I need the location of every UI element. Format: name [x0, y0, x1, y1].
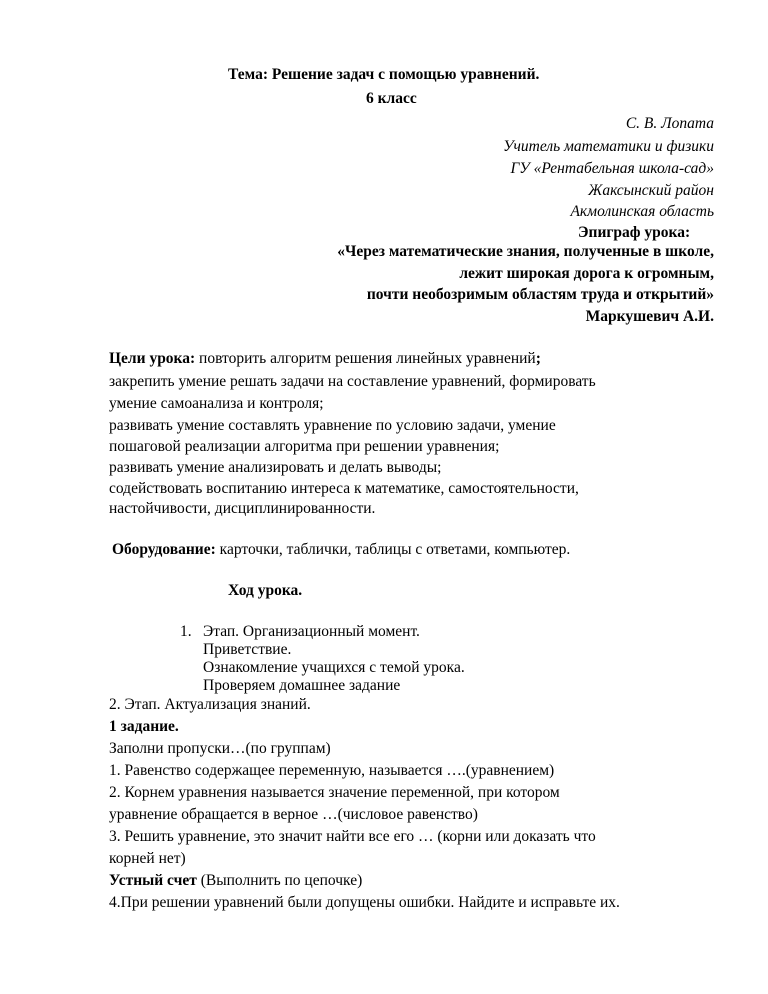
task1-heading: 1 задание. — [109, 718, 179, 735]
epigraph-line: лежит широкая дорога к огромным, — [459, 265, 714, 282]
oral-text: (Выполнить по цепочке) — [196, 872, 363, 889]
equipment-line — [112, 542, 570, 558]
epigraph-line: «Через математические знания, полученные в школе, — [337, 243, 714, 260]
stage1-line: Приветствие. — [203, 641, 292, 658]
stage1-line: Этап. Организационный момент. — [203, 623, 420, 640]
author-region: Акмолинская область — [570, 203, 714, 220]
grade-label: 6 класс — [366, 90, 417, 107]
goals-label: Цели урока: — [109, 350, 196, 367]
goals-line: закрепить умение решать задачи на составление уравнений, формировать — [109, 373, 596, 390]
author-position: Учитель математики и физики — [503, 138, 714, 155]
oral-label: Устный счет — [109, 872, 197, 889]
author-school: ГУ «Рентабельная школа-сад» — [510, 160, 714, 177]
author-district: Жаксынский район — [588, 182, 714, 199]
lesson-heading: Ход урока. — [228, 582, 303, 599]
equipment-label: Оборудование: — [112, 541, 216, 558]
epigraph-heading: Эпиграф урока: — [578, 224, 691, 241]
task1-line: 2. Корнем уравнения называется значение переменной, при котором — [109, 784, 560, 801]
goals-line: содействовать воспитанию интереса к математике, самостоятельности, — [109, 480, 579, 497]
goals-line: развивать умение анализировать и делать выводы; — [109, 459, 442, 476]
goals-first-text: повторить алгоритм решения линейных уравнений — [195, 350, 536, 367]
goals-line: пошаговой реализации алгоритма при решении уравнения; — [109, 438, 500, 455]
stage1-line: Проверяем домашнее задание — [203, 677, 401, 694]
stage2-line: 2. Этап. Актуализация знаний. — [109, 696, 311, 713]
task1-line: Заполни пропуски…(по группам) — [109, 740, 331, 757]
task1-line: 3. Решить уравнение, это значит найти все его … (корни или доказать что — [109, 828, 596, 845]
task1-line: корней нет) — [109, 850, 186, 867]
task1-line: уравнение обращается в верное …(числовое равенство) — [109, 806, 478, 823]
goals-first-end: ; — [535, 350, 541, 367]
task1-line: 1. Равенство содержащее переменную, называется ….(уравнением) — [109, 762, 555, 779]
topic-title: Тема: Решение задач с помощью уравнений. — [228, 66, 540, 83]
goals-line: умение самоанализа и контроля; — [109, 395, 324, 412]
goals-line: настойчивости, дисциплинированности. — [109, 500, 376, 517]
stage1-number: 1. — [180, 623, 192, 640]
epigraph-attribution: Маркушевич А.И. — [585, 308, 714, 325]
item4-line: 4.При решении уравнений были допущены ошибки. Найдите и исправьте их. — [109, 894, 620, 911]
oral-line — [109, 873, 362, 889]
equipment-text: карточки, таблички, таблицы с ответами, компьютер. — [215, 541, 571, 558]
stage1-line: Ознакомление учащихся с темой урока. — [203, 659, 465, 676]
author-name: С. В. Лопата — [625, 115, 714, 132]
goals-first-line — [109, 351, 541, 367]
epigraph-line: почти необозримым областям труда и открытий» — [366, 286, 714, 303]
goals-line: развивать умение составлять уравнение по условию задачи, умение — [109, 417, 556, 434]
